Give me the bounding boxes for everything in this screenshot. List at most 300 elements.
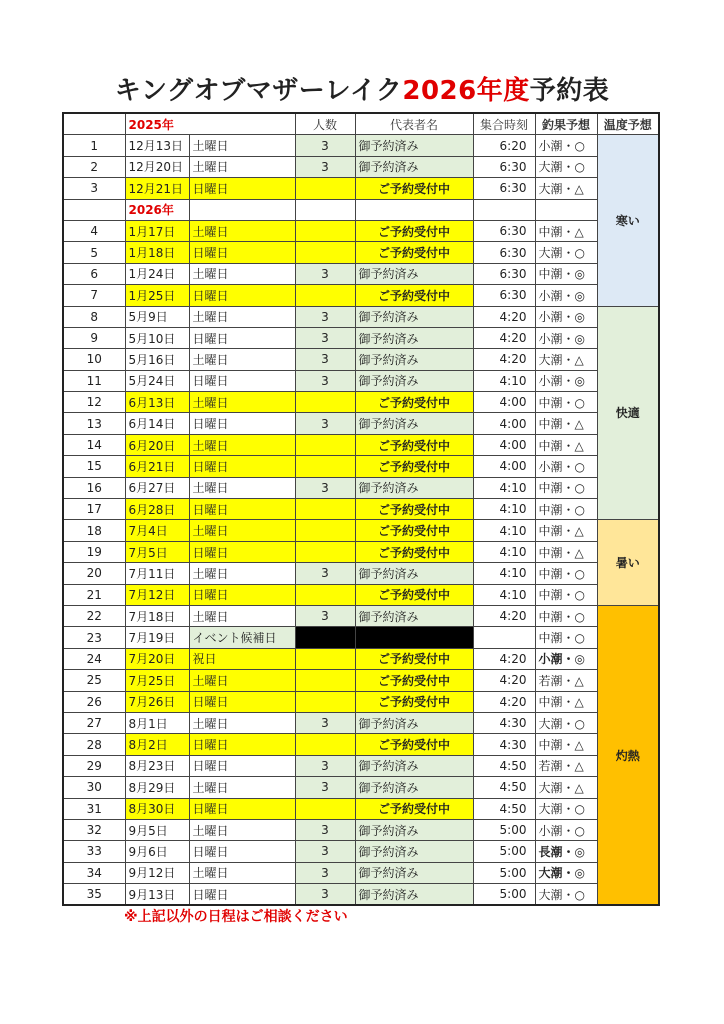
table-row bbox=[63, 434, 659, 455]
cell-rep: ご予約受付中 bbox=[355, 220, 473, 241]
table-row bbox=[63, 220, 659, 241]
cell-forecast: 中潮・○ bbox=[535, 627, 597, 648]
header-people: 人数 bbox=[295, 113, 355, 135]
cell-day: 日曜日 bbox=[189, 456, 295, 477]
cell-date: 1月17日 bbox=[125, 220, 189, 241]
cell-time: 6:30 bbox=[473, 263, 535, 284]
table-row bbox=[63, 135, 659, 156]
cell-time: 4:20 bbox=[473, 691, 535, 712]
table-row bbox=[63, 541, 659, 562]
cell-forecast: 中潮・△ bbox=[535, 413, 597, 434]
cell-rep: ご予約受付中 bbox=[355, 648, 473, 669]
cell-day: 土曜日 bbox=[189, 819, 295, 840]
cell-date: 7月4日 bbox=[125, 520, 189, 541]
cell-people bbox=[295, 499, 355, 520]
cell-no: 6 bbox=[63, 263, 125, 284]
table-row bbox=[63, 691, 659, 712]
table-row bbox=[63, 648, 659, 669]
cell-no: 34 bbox=[63, 862, 125, 883]
cell-forecast: 小潮・◎ bbox=[535, 285, 597, 306]
cell-date: 6月21日 bbox=[125, 456, 189, 477]
footnote: ※上記以外の日程はご相談ください bbox=[124, 909, 348, 925]
cell-people: 3 bbox=[295, 477, 355, 498]
table-row bbox=[63, 456, 659, 477]
cell-forecast: 大潮・○ bbox=[535, 156, 597, 177]
cell-date: 8月2日 bbox=[125, 734, 189, 755]
cell-people bbox=[295, 541, 355, 562]
cell-date: 7月12日 bbox=[125, 584, 189, 605]
cell-day: 土曜日 bbox=[189, 349, 295, 370]
cell-time: 4:20 bbox=[473, 605, 535, 626]
cell-time: 6:30 bbox=[473, 242, 535, 263]
cell-temp: 灼熱 bbox=[597, 605, 659, 905]
cell-day: 日曜日 bbox=[189, 242, 295, 263]
header-temp: 温度予想 bbox=[597, 113, 659, 135]
cell-date: 7月20日 bbox=[125, 648, 189, 669]
cell-people bbox=[295, 456, 355, 477]
cell-people bbox=[295, 584, 355, 605]
cell-day: 日曜日 bbox=[189, 370, 295, 391]
cell-date: 7月18日 bbox=[125, 605, 189, 626]
cell-time: 5:00 bbox=[473, 862, 535, 883]
cell-date: 9月6日 bbox=[125, 841, 189, 862]
cell-rep: 御予約済み bbox=[355, 862, 473, 883]
cell-rep: ご予約受付中 bbox=[355, 178, 473, 199]
cell-time: 5:00 bbox=[473, 819, 535, 840]
cell-day: 日曜日 bbox=[189, 499, 295, 520]
cell-people: 3 bbox=[295, 841, 355, 862]
cell-people bbox=[295, 434, 355, 455]
cell-rep: ご予約受付中 bbox=[355, 434, 473, 455]
header-no bbox=[63, 113, 125, 135]
cell-forecast: 中潮・○ bbox=[535, 392, 597, 413]
table-row bbox=[63, 263, 659, 284]
cell-forecast: 大潮・△ bbox=[535, 349, 597, 370]
cell-day: 日曜日 bbox=[189, 413, 295, 434]
cell-no: 20 bbox=[63, 563, 125, 584]
table-row bbox=[63, 755, 659, 776]
cell-day: 土曜日 bbox=[189, 605, 295, 626]
cell-time: 4:50 bbox=[473, 755, 535, 776]
cell-time: 4:20 bbox=[473, 306, 535, 327]
table-row bbox=[63, 884, 659, 906]
cell-temp: 快適 bbox=[597, 306, 659, 520]
cell-day: 日曜日 bbox=[189, 178, 295, 199]
cell-day: 日曜日 bbox=[189, 841, 295, 862]
cell-rep: ご予約受付中 bbox=[355, 734, 473, 755]
cell-day: 日曜日 bbox=[189, 327, 295, 348]
cell-people: 3 bbox=[295, 862, 355, 883]
table-row bbox=[63, 178, 659, 199]
cell-forecast: 中潮・○ bbox=[535, 499, 597, 520]
cell-day: 土曜日 bbox=[189, 135, 295, 156]
cell-rep: 御予約済み bbox=[355, 605, 473, 626]
table-row bbox=[63, 862, 659, 883]
year-row bbox=[63, 199, 659, 220]
cell-date: 9月13日 bbox=[125, 884, 189, 906]
cell-date: 8月1日 bbox=[125, 712, 189, 733]
cell-day: 日曜日 bbox=[189, 884, 295, 906]
cell-rep: 御予約済み bbox=[355, 777, 473, 798]
cell-time: 4:10 bbox=[473, 477, 535, 498]
table-row bbox=[63, 670, 659, 691]
cell-rep: ご予約受付中 bbox=[355, 285, 473, 306]
cell-rep: ご予約受付中 bbox=[355, 798, 473, 819]
cell-day: 土曜日 bbox=[189, 434, 295, 455]
cell-day: 土曜日 bbox=[189, 392, 295, 413]
cell-empty bbox=[473, 199, 535, 220]
cell-rep: ご予約受付中 bbox=[355, 541, 473, 562]
cell-day: 日曜日 bbox=[189, 691, 295, 712]
cell-rep: 御予約済み bbox=[355, 413, 473, 434]
cell-no: 3 bbox=[63, 178, 125, 199]
cell-time: 4:10 bbox=[473, 563, 535, 584]
cell-date: 7月25日 bbox=[125, 670, 189, 691]
cell-day: 日曜日 bbox=[189, 541, 295, 562]
cell-forecast: 小潮・○ bbox=[535, 135, 597, 156]
cell-no: 32 bbox=[63, 819, 125, 840]
cell-day: 土曜日 bbox=[189, 712, 295, 733]
cell-time: 4:10 bbox=[473, 370, 535, 391]
cell-people bbox=[295, 520, 355, 541]
cell-forecast: 中潮・△ bbox=[535, 691, 597, 712]
cell-time: 4:50 bbox=[473, 777, 535, 798]
cell-no bbox=[63, 199, 125, 220]
reservation-table bbox=[62, 112, 660, 906]
cell-forecast: 中潮・△ bbox=[535, 520, 597, 541]
cell-no: 9 bbox=[63, 327, 125, 348]
cell-rep: 御予約済み bbox=[355, 349, 473, 370]
cell-people bbox=[295, 798, 355, 819]
cell-empty bbox=[189, 199, 295, 220]
cell-day: 日曜日 bbox=[189, 755, 295, 776]
table-row bbox=[63, 605, 659, 626]
table-row bbox=[63, 819, 659, 840]
cell-date: 7月5日 bbox=[125, 541, 189, 562]
cell-no: 5 bbox=[63, 242, 125, 263]
cell-people: 3 bbox=[295, 712, 355, 733]
cell-time: 4:10 bbox=[473, 584, 535, 605]
cell-rep: 御予約済み bbox=[355, 306, 473, 327]
table-row bbox=[63, 306, 659, 327]
header-forecast: 釣果予想 bbox=[535, 113, 597, 135]
cell-forecast: 中潮・○ bbox=[535, 563, 597, 584]
cell-no: 8 bbox=[63, 306, 125, 327]
cell-no: 21 bbox=[63, 584, 125, 605]
cell-people bbox=[295, 392, 355, 413]
table-row bbox=[63, 413, 659, 434]
cell-rep: ご予約受付中 bbox=[355, 670, 473, 691]
cell-time: 4:20 bbox=[473, 670, 535, 691]
cell-rep: ご予約受付中 bbox=[355, 499, 473, 520]
cell-people: 3 bbox=[295, 605, 355, 626]
cell-date: 1月18日 bbox=[125, 242, 189, 263]
cell-no: 22 bbox=[63, 605, 125, 626]
table-row bbox=[63, 349, 659, 370]
cell-rep: 御予約済み bbox=[355, 884, 473, 906]
cell-no: 18 bbox=[63, 520, 125, 541]
title-year: 2026年度 bbox=[402, 76, 530, 106]
cell-forecast: 大潮・△ bbox=[535, 178, 597, 199]
cell-forecast: 長潮・◎ bbox=[535, 841, 597, 862]
cell-forecast: 大潮・◎ bbox=[535, 862, 597, 883]
cell-rep: ご予約受付中 bbox=[355, 584, 473, 605]
cell-rep: 御予約済み bbox=[355, 156, 473, 177]
cell-time: 4:20 bbox=[473, 648, 535, 669]
cell-forecast: 中潮・○ bbox=[535, 605, 597, 626]
table-row bbox=[63, 584, 659, 605]
cell-no: 33 bbox=[63, 841, 125, 862]
cell-day: 祝日 bbox=[189, 648, 295, 669]
cell-no: 16 bbox=[63, 477, 125, 498]
cell-time: 6:30 bbox=[473, 156, 535, 177]
year-label: 2026年 bbox=[125, 199, 189, 220]
cell-day: 土曜日 bbox=[189, 563, 295, 584]
cell-forecast: 小潮・◎ bbox=[535, 306, 597, 327]
cell-day: 土曜日 bbox=[189, 862, 295, 883]
cell-date: 12月21日 bbox=[125, 178, 189, 199]
cell-rep: 御予約済み bbox=[355, 712, 473, 733]
table-row bbox=[63, 734, 659, 755]
cell-rep: 御予約済み bbox=[355, 755, 473, 776]
cell-day: 土曜日 bbox=[189, 156, 295, 177]
cell-time: 4:10 bbox=[473, 499, 535, 520]
cell-date: 6月27日 bbox=[125, 477, 189, 498]
cell-date: 6月14日 bbox=[125, 413, 189, 434]
cell-day: 土曜日 bbox=[189, 670, 295, 691]
cell-time: 4:00 bbox=[473, 456, 535, 477]
cell-people bbox=[295, 670, 355, 691]
cell-time: 5:00 bbox=[473, 841, 535, 862]
cell-time: 4:30 bbox=[473, 712, 535, 733]
cell-rep: 御予約済み bbox=[355, 819, 473, 840]
header-time: 集合時刻 bbox=[473, 113, 535, 135]
cell-day: 日曜日 bbox=[189, 734, 295, 755]
cell-rep: 御予約済み bbox=[355, 263, 473, 284]
table-row bbox=[63, 627, 659, 648]
cell-empty bbox=[535, 199, 597, 220]
cell-date: 1月25日 bbox=[125, 285, 189, 306]
cell-time: 6:30 bbox=[473, 220, 535, 241]
cell-day: 日曜日 bbox=[189, 584, 295, 605]
cell-no: 14 bbox=[63, 434, 125, 455]
cell-no: 10 bbox=[63, 349, 125, 370]
cell-people: 3 bbox=[295, 755, 355, 776]
table-row bbox=[63, 712, 659, 733]
cell-rep: ご予約受付中 bbox=[355, 242, 473, 263]
cell-date: 7月26日 bbox=[125, 691, 189, 712]
cell-rep: ご予約受付中 bbox=[355, 520, 473, 541]
table-body bbox=[63, 113, 659, 905]
table-row bbox=[63, 156, 659, 177]
cell-date: 8月29日 bbox=[125, 777, 189, 798]
cell-people: 3 bbox=[295, 777, 355, 798]
cell-time: 4:10 bbox=[473, 541, 535, 562]
cell-no: 24 bbox=[63, 648, 125, 669]
cell-date: 6月28日 bbox=[125, 499, 189, 520]
cell-day: 日曜日 bbox=[189, 798, 295, 819]
table-row bbox=[63, 285, 659, 306]
cell-forecast: 小潮・○ bbox=[535, 819, 597, 840]
table-row bbox=[63, 327, 659, 348]
table-row bbox=[63, 563, 659, 584]
table-row bbox=[63, 392, 659, 413]
cell-rep: 御予約済み bbox=[355, 327, 473, 348]
cell-forecast: 中潮・△ bbox=[535, 434, 597, 455]
cell-people bbox=[295, 242, 355, 263]
cell-time: 4:00 bbox=[473, 392, 535, 413]
cell-no: 28 bbox=[63, 734, 125, 755]
cell-forecast: 中潮・◎ bbox=[535, 263, 597, 284]
table-row bbox=[63, 841, 659, 862]
header-year-2025: 2025年 bbox=[125, 113, 295, 135]
cell-time: 4:50 bbox=[473, 798, 535, 819]
cell-people bbox=[295, 178, 355, 199]
cell-no: 23 bbox=[63, 627, 125, 648]
cell-no: 17 bbox=[63, 499, 125, 520]
cell-date: 8月23日 bbox=[125, 755, 189, 776]
table-row bbox=[63, 798, 659, 819]
cell-time: 6:30 bbox=[473, 285, 535, 306]
cell-no: 31 bbox=[63, 798, 125, 819]
table-row bbox=[63, 520, 659, 541]
cell-no: 25 bbox=[63, 670, 125, 691]
cell-date: 9月12日 bbox=[125, 862, 189, 883]
cell-no: 7 bbox=[63, 285, 125, 306]
cell-people: 3 bbox=[295, 563, 355, 584]
header-row bbox=[63, 113, 659, 135]
cell-date: 9月5日 bbox=[125, 819, 189, 840]
header-rep: 代表者名 bbox=[355, 113, 473, 135]
cell-day: 土曜日 bbox=[189, 520, 295, 541]
table-row bbox=[63, 777, 659, 798]
table-row bbox=[63, 370, 659, 391]
cell-date: 1月24日 bbox=[125, 263, 189, 284]
cell-forecast: 小潮・◎ bbox=[535, 370, 597, 391]
cell-people bbox=[295, 691, 355, 712]
cell-forecast: 大潮・○ bbox=[535, 884, 597, 906]
cell-rep: 御予約済み bbox=[355, 477, 473, 498]
cell-people: 3 bbox=[295, 135, 355, 156]
cell-day: 土曜日 bbox=[189, 306, 295, 327]
cell-forecast: 小潮・◎ bbox=[535, 327, 597, 348]
cell-day: 土曜日 bbox=[189, 777, 295, 798]
cell-forecast: 小潮・○ bbox=[535, 456, 597, 477]
cell-forecast: 中潮・○ bbox=[535, 477, 597, 498]
cell-time: 4:00 bbox=[473, 434, 535, 455]
cell-people: 3 bbox=[295, 884, 355, 906]
cell-forecast: 大潮・○ bbox=[535, 798, 597, 819]
cell-forecast: 中潮・△ bbox=[535, 734, 597, 755]
cell-people: 3 bbox=[295, 349, 355, 370]
cell-time: 6:20 bbox=[473, 135, 535, 156]
cell-forecast: 小潮・◎ bbox=[535, 648, 597, 669]
cell-people bbox=[295, 627, 355, 648]
cell-forecast: 若潮・△ bbox=[535, 670, 597, 691]
cell-time: 6:30 bbox=[473, 178, 535, 199]
cell-forecast: 若潮・△ bbox=[535, 755, 597, 776]
cell-time: 4:00 bbox=[473, 413, 535, 434]
cell-empty bbox=[295, 199, 355, 220]
cell-no: 27 bbox=[63, 712, 125, 733]
cell-people bbox=[295, 648, 355, 669]
table-row bbox=[63, 242, 659, 263]
cell-date: 5月10日 bbox=[125, 327, 189, 348]
cell-empty bbox=[355, 199, 473, 220]
cell-no: 2 bbox=[63, 156, 125, 177]
cell-rep: 御予約済み bbox=[355, 563, 473, 584]
cell-date: 12月20日 bbox=[125, 156, 189, 177]
page-title bbox=[0, 70, 724, 107]
cell-date: 8月30日 bbox=[125, 798, 189, 819]
cell-rep: 御予約済み bbox=[355, 370, 473, 391]
cell-date: 6月13日 bbox=[125, 392, 189, 413]
cell-temp: 寒い bbox=[597, 135, 659, 306]
cell-date: 5月16日 bbox=[125, 349, 189, 370]
cell-people bbox=[295, 220, 355, 241]
cell-forecast: 大潮・○ bbox=[535, 712, 597, 733]
table-row bbox=[63, 477, 659, 498]
cell-time bbox=[473, 627, 535, 648]
cell-people: 3 bbox=[295, 306, 355, 327]
cell-no: 15 bbox=[63, 456, 125, 477]
cell-rep: ご予約受付中 bbox=[355, 456, 473, 477]
cell-forecast: 大潮・○ bbox=[535, 242, 597, 263]
cell-people: 3 bbox=[295, 263, 355, 284]
cell-temp: 暑い bbox=[597, 520, 659, 606]
cell-time: 5:00 bbox=[473, 884, 535, 906]
cell-rep: 御予約済み bbox=[355, 135, 473, 156]
title-suffix: 予約表 bbox=[529, 76, 610, 106]
cell-rep: ご予約受付中 bbox=[355, 392, 473, 413]
cell-no: 19 bbox=[63, 541, 125, 562]
cell-no: 13 bbox=[63, 413, 125, 434]
cell-no: 12 bbox=[63, 392, 125, 413]
cell-time: 4:20 bbox=[473, 327, 535, 348]
cell-rep: ご予約受付中 bbox=[355, 691, 473, 712]
cell-forecast: 中潮・○ bbox=[535, 584, 597, 605]
cell-people bbox=[295, 734, 355, 755]
cell-day: 土曜日 bbox=[189, 263, 295, 284]
cell-people: 3 bbox=[295, 413, 355, 434]
cell-rep: 御予約済み bbox=[355, 841, 473, 862]
cell-no: 35 bbox=[63, 884, 125, 906]
cell-forecast: 中潮・△ bbox=[535, 220, 597, 241]
cell-time: 4:20 bbox=[473, 349, 535, 370]
cell-no: 1 bbox=[63, 135, 125, 156]
cell-forecast: 中潮・△ bbox=[535, 541, 597, 562]
cell-day: 土曜日 bbox=[189, 220, 295, 241]
cell-people: 3 bbox=[295, 327, 355, 348]
cell-date: 12月13日 bbox=[125, 135, 189, 156]
title-main: キングオブマザーレイク bbox=[114, 76, 403, 106]
table-row bbox=[63, 499, 659, 520]
cell-people: 3 bbox=[295, 370, 355, 391]
cell-people: 3 bbox=[295, 156, 355, 177]
cell-no: 30 bbox=[63, 777, 125, 798]
cell-people bbox=[295, 285, 355, 306]
cell-date: 5月9日 bbox=[125, 306, 189, 327]
cell-no: 29 bbox=[63, 755, 125, 776]
cell-no: 26 bbox=[63, 691, 125, 712]
cell-date: 5月24日 bbox=[125, 370, 189, 391]
cell-day: 土曜日 bbox=[189, 477, 295, 498]
cell-time: 4:10 bbox=[473, 520, 535, 541]
cell-date: 7月19日 bbox=[125, 627, 189, 648]
cell-date: 6月20日 bbox=[125, 434, 189, 455]
cell-rep bbox=[355, 627, 473, 648]
cell-date: 7月11日 bbox=[125, 563, 189, 584]
